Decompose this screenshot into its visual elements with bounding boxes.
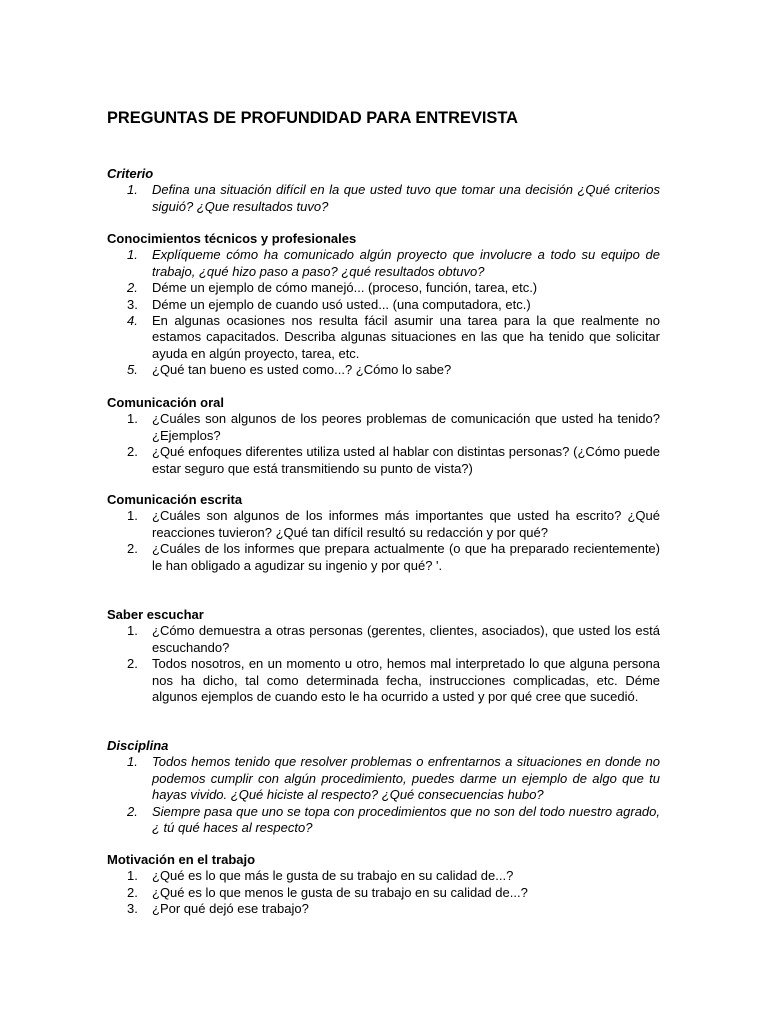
question-number: 1. — [127, 182, 138, 198]
question-text: ¿Qué enfoques diferentes utiliza usted al hablar con distintas personas? (¿Cómo puede estar seguro que está transmitiendo su punto de vista?) — [152, 444, 660, 476]
question-text: ¿Qué tan bueno es usted como...? ¿Cómo lo sabe? — [152, 362, 452, 378]
question-list — [107, 868, 660, 917]
question-item — [107, 362, 660, 378]
question-text: Defina una situación difícil en la que usted tuvo que tomar una decisión ¿Qué criterios siguió? ¿Que resultados tuvo? — [152, 182, 660, 214]
question-list — [107, 754, 660, 836]
question-text: ¿Qué es lo que menos le gusta de su trabajo en su calidad de...? — [152, 884, 528, 900]
section-heading: Motivación en el trabajo — [107, 852, 256, 867]
question-number: 1. — [127, 754, 138, 770]
question-number: 4. — [127, 313, 138, 329]
question-item — [107, 280, 660, 296]
question-item — [107, 656, 660, 705]
question-number: 1. — [127, 411, 138, 427]
question-item — [107, 541, 660, 574]
question-list — [107, 508, 660, 574]
question-item — [107, 901, 660, 917]
question-item — [107, 804, 660, 837]
question-number: 2. — [127, 803, 138, 819]
question-text: ¿Cuáles son algunos de los informes más importantes que usted ha escrito? ¿Qué reacciones tuvieron? ¿Qué tan difícil resultó su redacción y por qué? — [152, 508, 660, 540]
question-item — [107, 247, 660, 280]
question-text: ¿Qué es lo que más le gusta de su trabajo en su calidad de...? — [152, 868, 514, 884]
section-conocimientos — [107, 231, 660, 379]
question-item — [107, 623, 660, 656]
section-comunicacion-oral — [107, 395, 660, 477]
question-number: 1. — [127, 508, 138, 524]
section-criterio — [107, 166, 660, 215]
question-number: 3. — [127, 296, 138, 312]
question-text: Déme un ejemplo de cuando usó usted... (una computadora, etc.) — [152, 296, 531, 312]
section-motivacion — [107, 852, 660, 918]
question-list — [107, 247, 660, 378]
question-text: Déme un ejemplo de cómo manejó... (proceso, función, tarea, etc.) — [152, 280, 538, 296]
question-text: En algunas ocasiones nos resulta fácil asumir una tarea para la que realmente no estamos capacitados. Describa algunas situaciones en las que ha tenido que solicitar ayuda en algún proyecto, tarea, etc. — [152, 313, 660, 361]
question-item — [107, 411, 660, 444]
question-text: ¿Cómo demuestra a otras personas (gerentes, clientes, asociados), que usted los está escuchando? — [152, 623, 660, 655]
section-heading: Comunicación escrita — [107, 492, 243, 507]
question-list — [107, 411, 660, 477]
question-number: 1. — [127, 247, 138, 263]
question-number: 5. — [127, 362, 138, 378]
section-disciplina — [107, 738, 660, 836]
section-heading: Saber escuchar — [107, 607, 204, 622]
question-text: Todos nosotros, en un momento u otro, hemos mal interpretado lo que alguna persona nos ha dicho, tal como determinada fecha, instrucciones complicadas, etc. Déme algunos ejemplos de cuando esto le ha ocurrido a usted y por qué cree que sucedió. — [152, 656, 660, 705]
question-text: Siempre pasa que uno se topa con procedimientos que no son del todo nuestro agrado, ¿ tú qué haces al respecto? — [152, 803, 660, 836]
section-saber-escuchar — [107, 607, 660, 705]
question-item — [107, 313, 660, 362]
question-number: 2. — [127, 444, 138, 460]
section-heading: Conocimientos técnicos y profesionales — [107, 231, 357, 246]
section-heading: Comunicación oral — [107, 395, 225, 410]
question-item — [107, 868, 660, 884]
question-number: 2. — [127, 656, 138, 672]
section-comunicacion-escrita — [107, 492, 660, 574]
question-number: 1. — [127, 623, 138, 639]
question-item — [107, 297, 660, 313]
question-item — [107, 754, 660, 803]
question-item — [107, 444, 660, 477]
question-text: Explíqueme cómo ha comunicado algún proyecto que involucre a todo su equipo de trabajo, ¿qué hizo paso a paso? ¿qué resultados obtuvo? — [152, 247, 660, 279]
section-heading: Disciplina — [107, 738, 169, 753]
question-item — [107, 885, 660, 901]
question-text: ¿Cuáles de los informes que prepara actualmente (o que ha preparado recientemente) le han obligado a agudizar su ingenio y por qué? '. — [152, 541, 660, 573]
question-list — [107, 182, 660, 215]
question-text: ¿Cuáles son algunos de los peores problemas de comunicación que usted ha tenido? ¿Ejemplos? — [152, 411, 660, 443]
question-text: ¿Por qué dejó ese trabajo? — [152, 901, 309, 917]
page-title: PREGUNTAS DE PROFUNDIDAD PARA ENTREVISTA — [107, 109, 518, 127]
question-list — [107, 623, 660, 705]
question-number: 3. — [127, 901, 138, 917]
question-item — [107, 508, 660, 541]
question-number: 2. — [127, 280, 138, 296]
question-text: Todos hemos tenido que resolver problemas o enfrentarnos a situaciones en donde no podemos cumplir con algún procedimiento, puedes darme un ejemplo de algo que tu hayas vivido. ¿Qué hiciste al respecto? ¿Qué consecuencias hubo? — [152, 754, 660, 803]
question-number: 1. — [127, 868, 138, 884]
question-number: 2. — [127, 541, 138, 557]
section-heading: Criterio — [107, 166, 154, 181]
question-item — [107, 182, 660, 215]
question-number: 2. — [127, 884, 138, 900]
